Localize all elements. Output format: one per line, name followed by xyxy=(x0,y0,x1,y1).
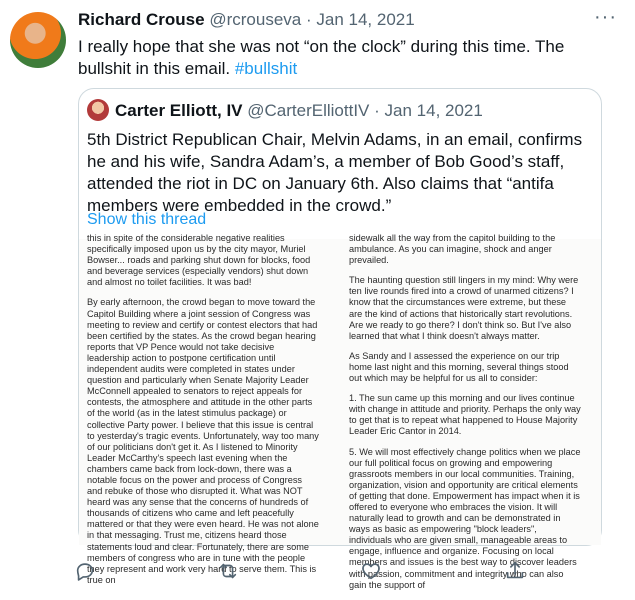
hashtag-link[interactable]: #bullshit xyxy=(234,59,298,78)
email-paragraph: 5. We will most effectively change politics when we place our full political focus on growing and empowering grassroots members in our local communities. Training, organization, vision and opportunity are critical elements of getting that done. Empowerment has impact when it is offered to everyone who embraces the vision. It will naturally lead to growth and can be demonstrated in ways as basic as empowering "block leaders", individuals who are given small, manageable areas to engage, influence and organize. Focusing on local members and issues is the best way to discover leaders with passion, commitment and integrity who can also gain the support of xyxy=(349,446,581,590)
show-thread-link[interactable]: Show this thread xyxy=(87,211,207,228)
quoted-author-handle: @CarterElliottIV xyxy=(247,101,370,120)
email-paragraph: As Sandy and I assessed the experience on our trip home last night and this morning, several things stood out which may be helpful for us all to consider: xyxy=(349,350,569,384)
quoted-tweet-text: 5th District Republican Chair, Melvin Adams, in an email, confirms he and his wife, Sandra Adam’s, a member of Bob Good’s staff, attended the riot in DC on January 6th. Also claims that “antifa members were embedded in the crowd.” xyxy=(87,130,583,215)
quoted-author-name: Carter Elliott, IV xyxy=(115,101,243,120)
email-paragraph: sidewalk all the way from the capitol building to the ambulance. As you can imagine, shock and anger prevailed. xyxy=(349,233,556,266)
email-paragraph: this in spite of the considerable negative realities specifically imposed upon us by the city mayor, Muriel Bowser... roads and parking shut down for blocks, food and beverage services (especially vendors) shut down and almost no toilet facilities. It was bad! xyxy=(87,233,311,288)
share-button[interactable] xyxy=(504,560,526,582)
quoted-tweet-header xyxy=(87,99,483,121)
author-handle[interactable]: @rcrouseva xyxy=(209,10,302,29)
more-options-button[interactable] xyxy=(594,6,617,29)
header-separator: · xyxy=(305,10,312,29)
quoted-tweet[interactable] xyxy=(78,88,602,590)
email-left-column xyxy=(87,233,319,595)
retweet-button[interactable] xyxy=(217,560,239,582)
like-button[interactable] xyxy=(360,560,382,582)
share-icon xyxy=(504,560,526,582)
email-screenshot-image[interactable] xyxy=(79,233,601,590)
quoted-header-separator: · xyxy=(374,101,380,120)
quoted-tweet-date: Jan 14, 2021 xyxy=(384,101,483,120)
tweet-text xyxy=(78,36,608,80)
heart-icon xyxy=(360,560,382,582)
email-paragraph: The haunting question still lingers in my mind: Why were ten live rounds fired into a crowd of unarmed citizens? I know that the circumstances were extreme, but these are the kind of actions that historically start revolutions. Are we ready to go there? I don't think so. But I've also learned that what I think doesn't always matter. xyxy=(349,275,579,341)
tweet-action-bar xyxy=(74,560,534,584)
tweet-header xyxy=(78,10,415,30)
email-paragraph: 1. The sun came up this morning and our lives continue with change in attitude and priority. Perhaps the only way to get that is to repeat what happened to House Majority Leader Eric Cantor in 2014. xyxy=(349,393,581,437)
tweet-text-body: I really hope that she was not “on the clock” during this time. The bullshit in this email. xyxy=(78,37,565,78)
retweet-icon xyxy=(217,560,239,582)
author-avatar[interactable] xyxy=(10,12,66,68)
more-horizontal-icon: ··· xyxy=(594,6,617,28)
tweet-date[interactable]: Jan 14, 2021 xyxy=(316,10,415,29)
reply-button[interactable] xyxy=(74,560,96,582)
email-right-column xyxy=(349,233,581,600)
email-paragraph: By early afternoon, the crowd began to move toward the Capitol Building where a joint session of Congress was meeting to review and certify or contest electors that had been certified by the states. As the crowd began hearing reports that VP Pence would not take decisive leadership action to postpone certification until independent audits were completed in states under question and particularly when Senate Majority Leader McConnell appealed to senators to reject appeals for contests, the atmosphere and attitude in the other parts of the world (as in the latest stimulus package) or collective Party power. I believe that this issue is central to yesterday's tragic events. Unfortunately, way too many of our politicians don't get it. As I listened to Minority Leader McCarthy's speech last evening when the chambers came back from lock-down, there was a notable focus on the power and process of Congress and rebuke of those who disrupted it. What was NOT heard was any sense that the concerns of hundreds of thousands of citizens who came and left peacefully mattered or that they were even heard. He was not alone in that messaging. Trust me, citizens heard those statements loud and clear. Fortunately, there are some members of congress who are in tune with the people they represent and work very hard to serve them. This is true on xyxy=(87,297,319,585)
quoted-author-avatar xyxy=(87,99,109,121)
author-name[interactable]: Richard Crouse xyxy=(78,10,205,29)
reply-icon xyxy=(74,560,96,582)
